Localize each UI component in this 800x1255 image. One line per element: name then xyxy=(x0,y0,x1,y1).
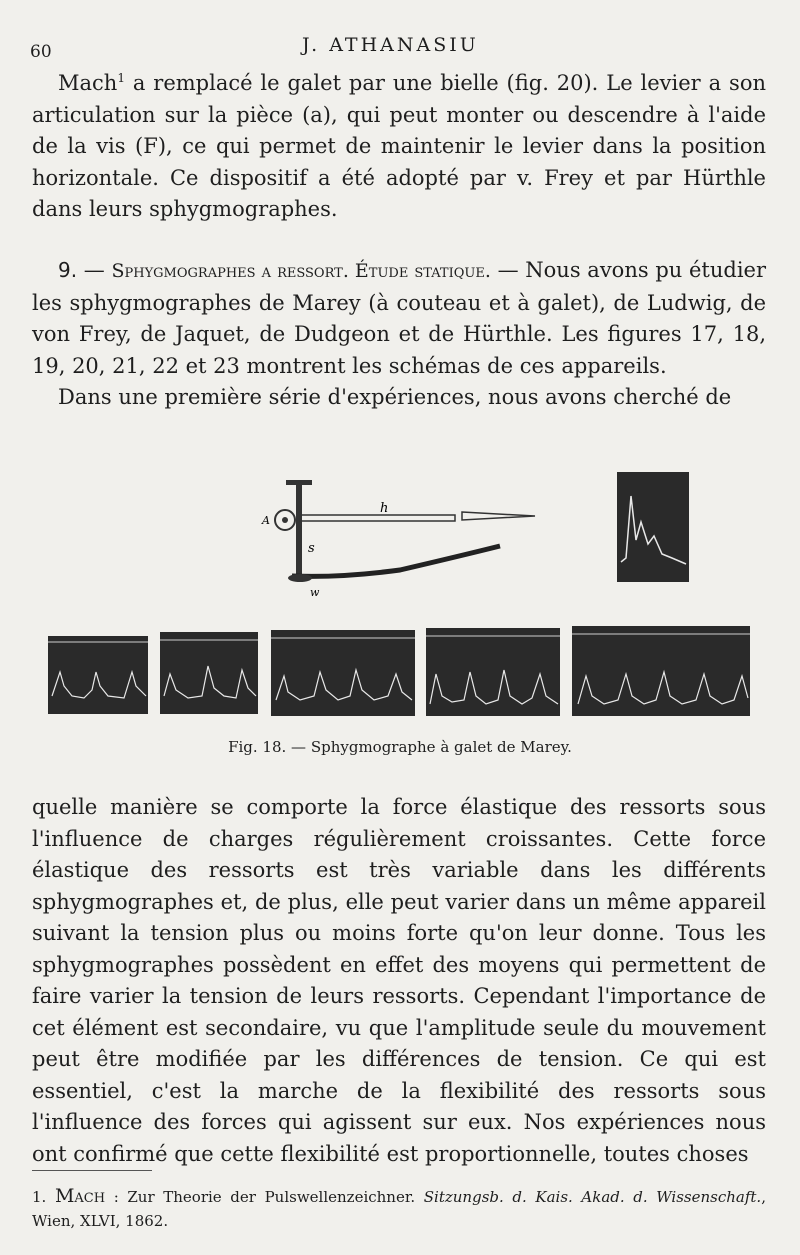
paragraph-lead: Mach xyxy=(58,71,118,95)
paragraph-mach xyxy=(32,63,766,226)
footnote-number: 1. xyxy=(32,1188,47,1206)
footnote-marker: 1 xyxy=(117,71,125,85)
pulse-tracing-strip xyxy=(48,626,750,716)
section-text: — Nous avons pu étudier les sphygmographes de Marey (à couteau et à galet), de Ludwig, de von Frey, de Jaquet, de Dudgeon et de Hürthle. Les figures 17, 18, 19, 20, 21, 22 et 23 montrent les schémas de ces appareils. xyxy=(32,258,766,378)
section-9 xyxy=(32,255,766,414)
footnote-author: Mach xyxy=(54,1185,106,1207)
footnote-title: : Zur Theorie der Pulswellenzeichner. xyxy=(105,1188,424,1206)
page-header xyxy=(0,34,800,64)
sphygmograph-figure xyxy=(0,460,800,730)
footnote xyxy=(32,1184,766,1233)
footnote-divider xyxy=(32,1170,152,1171)
sphygmograph-schematic xyxy=(261,480,535,599)
label-spring: s xyxy=(308,541,315,556)
body-text-bottom xyxy=(32,792,766,1170)
single-pulse-tracing xyxy=(617,472,689,582)
figure-caption: Fig. 18. — Sphygmographe à galet de Marey. xyxy=(228,738,572,756)
label-pivot: A xyxy=(262,514,270,527)
section-dash: — xyxy=(77,258,112,282)
section-9-paragraph xyxy=(32,255,766,382)
paragraph-experiences: Dans une première série d'expériences, nous avons cherché de xyxy=(58,385,732,409)
footnote-journal: Sitzungsb. d. Kais. Akad. d. Wissenschaft. xyxy=(423,1188,762,1206)
label-lever: h xyxy=(380,501,389,516)
section-title: Sphygmographes a ressort. Étude statique. xyxy=(111,260,491,282)
footnote-tail: , Wien, XLVI, 1862. xyxy=(32,1188,766,1230)
section-number: 9. xyxy=(58,258,78,282)
page-number: 60 xyxy=(30,42,52,62)
body-text-top xyxy=(32,63,766,226)
figure-18 xyxy=(0,460,800,770)
label-wheel: w xyxy=(310,586,320,599)
paragraph-elasticity: quelle manière se comporte la force élastique des ressorts sous l'influence de charges régulièrement croissantes. Cette force élastique des ressorts est très variable dans les différents sphygmographes et, de plus, elle peut varier dans un même appareil suivant la tension plus ou moins forte qu'on leur donne. Tous les sphygmographes possèdent en effet des moyens qui permettent de faire varier la tension de leurs ressorts. Cependant l'importance de cet élément est secondaire, vu que l'amplitude seule du mouvement peut être modifiée par les différences de tension. Ce qui est essentiel, c'est la marche de la flexibilité des ressorts sous l'influence des forces qui agissent sur eux. Nos expériences nous ont confirmé que cette flexibilité est proportionnelle, toutes choses xyxy=(32,795,766,1166)
paragraph-text: a remplacé le galet par une bielle (fig. 20). Le levier a son articulation sur la pièce (a), qui peut monter ou descendre à l'aide de la vis (F), ce qui permet de maintenir le levier dans la position horizontale. Ce dispositif a été adopté par v. Frey et par Hürthle dans leurs sphygmographes. xyxy=(32,71,766,221)
running-head: J. ATHANASIU xyxy=(302,34,479,56)
